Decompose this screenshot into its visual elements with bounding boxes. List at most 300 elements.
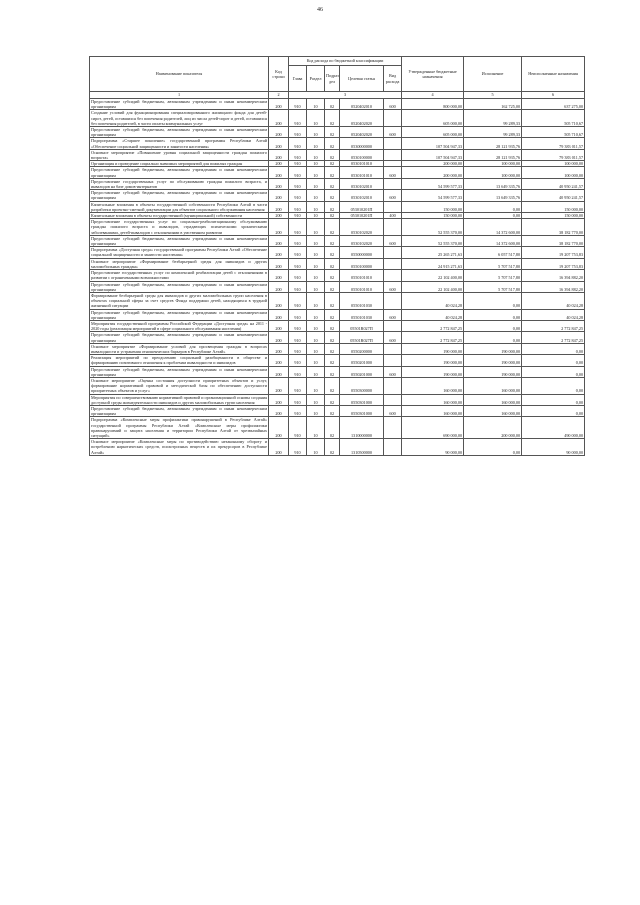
row-target-cell: 053010201П — [340, 213, 384, 219]
row-approved-cell: 150 000,00 — [402, 201, 464, 212]
table-row — [90, 439, 585, 456]
row-executed-cell: 0,00 — [464, 213, 522, 219]
header-unexecuted: Неисполненные назначения — [522, 57, 585, 92]
row-type-cell — [384, 355, 402, 366]
row-executed-cell: 28 121 935,76 — [464, 138, 522, 149]
header-target-item: Целевая статья — [340, 66, 384, 92]
row-subsection-cell: 02 — [325, 309, 340, 320]
row-target-cell: 0550101010 — [340, 270, 384, 281]
row-chapter-cell: 910 — [289, 292, 307, 309]
row-executed-cell: 0,00 — [464, 309, 522, 320]
row-target-cell: 0550100000 — [340, 258, 384, 269]
row-target-cell: 0530100000 — [340, 149, 384, 160]
row-approved-cell: 22 102 400,00 — [402, 270, 464, 281]
row-executed-cell: 28 121 935,76 — [464, 149, 522, 160]
row-chapter-cell: 910 — [289, 167, 307, 178]
row-chapter-cell: 910 — [289, 213, 307, 219]
header-executed: Исполнение — [464, 57, 522, 92]
row-subsection-cell: 02 — [325, 110, 340, 127]
row-type-cell — [384, 270, 402, 281]
row-code-cell: 200 — [269, 417, 289, 439]
row-subsection-cell: 02 — [325, 417, 340, 439]
row-approved-cell: 24 915 271,63 — [402, 258, 464, 269]
row-target-cell: 0550301000 — [340, 394, 384, 405]
row-type-cell — [384, 149, 402, 160]
row-type-cell — [384, 377, 402, 394]
row-name-cell: Основное мероприятие «Повышение уровня социальной защищенности граждан пожилого возраста» — [91, 149, 267, 161]
row-section-cell: 10 — [307, 355, 325, 366]
table-row — [90, 99, 585, 110]
row-chapter-cell: 910 — [289, 405, 307, 416]
row-name-cell: Предоставление государственных услуг по социально-реабилитационному обслуживанию граждан пожилого возраста и инвалидов, страдающих психическими хроническими заболеваниями, детей-инвалидов с отклонениями в умственном развитии — [91, 219, 267, 235]
row-executed-cell: 13 649 335,76 — [464, 190, 522, 201]
row-target-cell: 0520402020 — [340, 110, 384, 127]
table-row — [90, 394, 585, 405]
row-approved-cell: 2 772 847,25 — [402, 320, 464, 331]
row-subsection-cell: 02 — [325, 235, 340, 246]
row-chapter-cell: 910 — [289, 127, 307, 138]
row-target-cell: 0550201000 — [340, 366, 384, 377]
row-approved-cell: 190 000,00 — [402, 366, 464, 377]
row-target-cell: 0530101010 — [340, 167, 384, 178]
row-unexecuted-cell: 79 383 011,57 — [522, 138, 585, 149]
row-chapter-cell: 910 — [289, 439, 307, 456]
row-executed-cell: 6 057 517,80 — [464, 247, 522, 258]
row-code-cell: 200 — [269, 201, 289, 212]
table-row — [90, 149, 585, 160]
row-type-cell: 600 — [384, 405, 402, 416]
table-row — [90, 343, 585, 354]
row-target-cell: 0530102010 — [340, 190, 384, 201]
table-body — [90, 99, 585, 456]
row-name-cell: Основное мероприятие «Комплексные меры по противодействию незаконному обороту и потреблению наркотических средств, психотропных веществ и их прекурсоров в Республике Алтай» — [91, 439, 267, 455]
row-subsection-cell: 02 — [325, 320, 340, 331]
row-section-cell: 10 — [307, 343, 325, 354]
row-name-cell: Подпрограмма «Комплексные меры профилактики правонарушений в Республике Алтай» государственной программы Республики Алтай «Комплексные меры профилактики правонарушений и защита населения и территории Республики Алтай от чрезвычайных ситуаций» — [91, 417, 267, 438]
page-number: 46 — [317, 7, 323, 13]
row-code-cell: 200 — [269, 405, 289, 416]
table-row — [90, 178, 585, 189]
row-name-cell: Формирование безбарьерной среды для инвалидов и других маломобильных групп населения в объектах социальной сферы за счет средств Фонда поддержки детей, находящихся в трудной жизненной ситуации — [91, 292, 267, 309]
row-executed-cell: 13 649 335,76 — [464, 178, 522, 189]
row-unexecuted-cell: 40 024,28 — [522, 292, 585, 309]
row-name-cell: Предоставление государственных услуг по обслуживанию граждан пожилого возраста, и инвалидов на базе домов-интернатов — [91, 178, 267, 190]
row-name-cell: Предоставление субсидий бюджетным, автономным учреждениям и иным некоммерческим организациям — [91, 332, 267, 343]
row-type-cell: 600 — [384, 281, 402, 292]
header-budget-code: Код расхода по бюджетной классификации — [289, 57, 402, 66]
table-row — [90, 281, 585, 292]
row-code-cell: 200 — [269, 320, 289, 331]
row-executed-cell: 200 000,00 — [464, 417, 522, 439]
row-type-cell: 600 — [384, 99, 402, 110]
row-name-cell: Реализация мероприятий по преодолению социальной разобщенности в обществе и формированию позитивного отношения к проблемам инвалидности и инвалидов — [91, 355, 267, 366]
row-chapter-cell: 910 — [289, 178, 307, 189]
row-name-cell: Организация и проведение социально значимых мероприятий для пожилых граждан — [90, 161, 269, 167]
table-row — [90, 110, 585, 127]
row-code-cell: 200 — [269, 110, 289, 127]
row-name-cell: Предоставление субсидий бюджетным, автономным учреждениям и иным некоммерческим организациям — [91, 366, 267, 377]
row-executed-cell: 99 289,33 — [464, 110, 522, 127]
row-target-cell: 0550200000 — [340, 343, 384, 354]
row-type-cell: 600 — [384, 190, 402, 201]
table-row — [90, 270, 585, 281]
table-row — [90, 320, 585, 331]
row-unexecuted-cell: 150 000,00 — [522, 201, 585, 212]
row-section-cell: 10 — [307, 247, 325, 258]
row-target-cell: 0550201000 — [340, 355, 384, 366]
table-row — [90, 235, 585, 246]
row-executed-cell: 190 000,00 — [464, 366, 522, 377]
row-subsection-cell: 02 — [325, 394, 340, 405]
row-chapter-cell: 910 — [289, 417, 307, 439]
row-approved-cell: 190 000,00 — [402, 355, 464, 366]
row-target-cell: 0520402010 — [340, 99, 384, 110]
row-approved-cell: 160 000,00 — [402, 377, 464, 394]
header-name: Наименование показателя — [90, 57, 269, 92]
row-section-cell: 10 — [307, 190, 325, 201]
index-cell: 1 — [90, 92, 269, 99]
row-section-cell: 10 — [307, 332, 325, 343]
row-target-cell: 1310500000 — [340, 439, 384, 456]
row-approved-cell: 800 000,00 — [402, 99, 464, 110]
row-executed-cell: 100 000,00 — [464, 167, 522, 178]
row-unexecuted-cell: 100 000,00 — [522, 167, 585, 178]
row-approved-cell: 2 772 847,25 — [402, 332, 464, 343]
row-section-cell: 10 — [307, 201, 325, 212]
row-subsection-cell: 02 — [325, 292, 340, 309]
row-target-cell: 0550301000 — [340, 405, 384, 416]
row-code-cell: 200 — [269, 366, 289, 377]
header-line-code: Код строки — [269, 57, 289, 92]
row-unexecuted-cell: 0,00 — [522, 355, 585, 366]
row-subsection-cell: 02 — [325, 405, 340, 416]
row-approved-cell: 160 000,00 — [402, 405, 464, 416]
table-row — [90, 167, 585, 178]
row-name-cell: Основное мероприятие «Формирование условий для просвещения граждан в вопросах инвалидности и устранения отношенческих барьеров в Республике Алтай» — [91, 343, 267, 354]
row-code-cell: 200 — [269, 190, 289, 201]
row-type-cell: 600 — [384, 366, 402, 377]
table-row — [90, 138, 585, 149]
row-type-cell: 600 — [384, 235, 402, 246]
row-chapter-cell: 910 — [289, 161, 307, 167]
table-row — [90, 292, 585, 309]
row-target-cell: 0530102020 — [340, 219, 384, 236]
row-section-cell: 10 — [307, 178, 325, 189]
row-executed-cell: 190 000,00 — [464, 355, 522, 366]
index-cell: 2 — [269, 92, 289, 99]
row-code-cell: 200 — [269, 281, 289, 292]
row-name-cell: Подпрограмма «Старшее поколение» государственной программы Республики Алтай «Обеспечение социальной защищенности и занятости населения» — [91, 138, 267, 149]
row-subsection-cell: 02 — [325, 439, 340, 456]
row-type-cell — [384, 219, 402, 236]
row-unexecuted-cell: 490 000,00 — [522, 417, 585, 439]
row-approved-cell: 52 555 370,00 — [402, 219, 464, 236]
row-subsection-cell: 02 — [325, 190, 340, 201]
row-approved-cell: 190 000,00 — [402, 343, 464, 354]
row-code-cell: 200 — [269, 355, 289, 366]
row-executed-cell: 5 707 517,80 — [464, 281, 522, 292]
row-code-cell: 200 — [269, 439, 289, 456]
row-chapter-cell: 910 — [289, 201, 307, 212]
row-name-cell: Предоставление субсидий бюджетным, автономным учреждениям и иным некоммерческим организациям — [91, 235, 267, 247]
row-section-cell: 10 — [307, 292, 325, 309]
header-expense-type: Вид расхода — [384, 66, 402, 92]
row-chapter-cell: 910 — [289, 149, 307, 160]
row-chapter-cell: 910 — [289, 235, 307, 246]
row-code-cell: 200 — [269, 219, 289, 236]
row-chapter-cell: 910 — [289, 258, 307, 269]
row-section-cell: 10 — [307, 99, 325, 110]
table-row — [90, 417, 585, 439]
table-row — [90, 377, 585, 394]
row-unexecuted-cell: 38 182 770,00 — [522, 235, 585, 246]
row-type-cell — [384, 201, 402, 212]
row-type-cell: 600 — [384, 332, 402, 343]
row-chapter-cell: 910 — [289, 99, 307, 110]
row-approved-cell: 54 599 577,33 — [402, 178, 464, 189]
row-section-cell: 10 — [307, 127, 325, 138]
row-chapter-cell: 910 — [289, 366, 307, 377]
table-row — [90, 201, 585, 212]
row-name-cell: Предоставление государственных услуг по комплексной реабилитации детей с отклонениями в развитии с ограниченными возможностями — [91, 270, 267, 281]
table-row — [90, 127, 585, 138]
row-unexecuted-cell: 0,00 — [522, 394, 585, 405]
row-name-cell: Предоставление субсидий бюджетным, автономным учреждениям и иным некоммерческим организациям — [91, 167, 267, 178]
row-type-cell: 600 — [384, 309, 402, 320]
row-unexecuted-cell: 19 207 753,83 — [522, 247, 585, 258]
row-section-cell: 10 — [307, 161, 325, 167]
row-section-cell: 10 — [307, 167, 325, 178]
row-chapter-cell: 910 — [289, 320, 307, 331]
row-subsection-cell: 02 — [325, 258, 340, 269]
row-unexecuted-cell: 505 710,67 — [522, 110, 585, 127]
row-chapter-cell: 910 — [289, 343, 307, 354]
row-code-cell: 200 — [269, 235, 289, 246]
row-name-cell: Капитальные вложения в объекты государственной (муниципальной) собственности — [90, 213, 269, 219]
row-target-cell: 0550300000 — [340, 377, 384, 394]
row-type-cell: 400 — [384, 213, 402, 219]
row-code-cell: 200 — [269, 127, 289, 138]
row-subsection-cell: 02 — [325, 377, 340, 394]
table-row — [90, 258, 585, 269]
row-code-cell: 200 — [269, 309, 289, 320]
row-code-cell: 200 — [269, 138, 289, 149]
table-row — [90, 355, 585, 366]
table-row — [90, 366, 585, 377]
row-code-cell: 200 — [269, 99, 289, 110]
row-section-cell: 10 — [307, 138, 325, 149]
row-executed-cell: 14 372 600,00 — [464, 219, 522, 236]
row-executed-cell: 5 707 517,80 — [464, 258, 522, 269]
index-cell: 4 — [402, 92, 464, 99]
row-name-cell: Предоставление субсидий бюджетным, автономным учреждениям и иным некоммерческим организациям — [91, 190, 267, 201]
row-executed-cell: 190 000,00 — [464, 343, 522, 354]
row-subsection-cell: 02 — [325, 366, 340, 377]
row-name-cell: Предоставление субсидий бюджетным, автономным учреждениям и иным некоммерческим организациям — [91, 99, 267, 110]
row-unexecuted-cell: 40 950 241,57 — [522, 190, 585, 201]
row-target-cell: 0550101030 — [340, 309, 384, 320]
row-unexecuted-cell: 150 000,00 — [522, 213, 585, 219]
row-name-cell: Предоставление субсидий бюджетным, автономным учреждениям и иным некоммерческим организациям — [91, 281, 267, 292]
row-executed-cell: 100 000,00 — [464, 161, 522, 167]
row-section-cell: 10 — [307, 219, 325, 236]
row-executed-cell: 0,00 — [464, 292, 522, 309]
row-executed-cell: 0,00 — [464, 439, 522, 456]
row-section-cell: 10 — [307, 309, 325, 320]
row-section-cell: 10 — [307, 213, 325, 219]
row-target-cell: 0530101010 — [340, 161, 384, 167]
row-section-cell: 10 — [307, 366, 325, 377]
row-code-cell: 200 — [269, 247, 289, 258]
row-unexecuted-cell: 40 024,28 — [522, 309, 585, 320]
row-type-cell — [384, 394, 402, 405]
row-executed-cell: 160 000,00 — [464, 377, 522, 394]
row-code-cell: 200 — [269, 377, 289, 394]
row-section-cell: 10 — [307, 149, 325, 160]
row-executed-cell: 0,00 — [464, 201, 522, 212]
row-executed-cell: 5 707 517,80 — [464, 270, 522, 281]
index-cell: 5 — [464, 92, 522, 99]
table-row — [90, 219, 585, 236]
header-chapter: Глава — [289, 66, 307, 92]
row-subsection-cell: 02 — [325, 213, 340, 219]
row-type-cell — [384, 292, 402, 309]
row-subsection-cell: 02 — [325, 270, 340, 281]
row-target-cell: 1310000000 — [340, 417, 384, 439]
row-executed-cell: 160 000,00 — [464, 405, 522, 416]
row-approved-cell: 40 024,28 — [402, 309, 464, 320]
row-unexecuted-cell: 0,00 — [522, 366, 585, 377]
row-code-cell: 200 — [269, 270, 289, 281]
row-target-cell: 0530102020 — [340, 235, 384, 246]
row-target-cell: 053010201П — [340, 201, 384, 212]
row-chapter-cell: 910 — [289, 394, 307, 405]
row-approved-cell: 25 265 271,63 — [402, 247, 464, 258]
row-unexecuted-cell: 79 383 011,57 — [522, 149, 585, 160]
row-type-cell — [384, 178, 402, 189]
row-section-cell: 10 — [307, 417, 325, 439]
row-type-cell — [384, 417, 402, 439]
row-executed-cell: 0,00 — [464, 320, 522, 331]
row-chapter-cell: 910 — [289, 247, 307, 258]
header-approved: Утвержденные бюджетные назначения — [402, 57, 464, 92]
row-unexecuted-cell: 0,00 — [522, 343, 585, 354]
row-name-cell: Основное мероприятие «Оценка состояния доступности приоритетных объектов и услуг, формирование нормативной правовой и методической базы по обеспечению доступности приоритетных объектов и услуг» — [91, 377, 267, 394]
row-type-cell — [384, 247, 402, 258]
header-subsection: Подраз дел — [325, 66, 340, 92]
row-type-cell — [384, 110, 402, 127]
row-section-cell: 10 — [307, 110, 325, 127]
row-unexecuted-cell: 19 207 753,83 — [522, 258, 585, 269]
row-subsection-cell: 02 — [325, 201, 340, 212]
row-approved-cell: 605 000,00 — [402, 110, 464, 127]
row-executed-cell: 14 372 600,00 — [464, 235, 522, 246]
row-executed-cell: 0,00 — [464, 332, 522, 343]
row-unexecuted-cell: 0,00 — [522, 377, 585, 394]
row-name-cell: Капитальные вложения в объекты государственной собственности Республики Алтай в части разработки проектно-сметной документации для объектов социального обслуживания населения — [91, 201, 267, 212]
row-unexecuted-cell: 2 772 847,25 — [522, 332, 585, 343]
row-chapter-cell: 910 — [289, 138, 307, 149]
row-unexecuted-cell: 637 275,00 — [522, 99, 585, 110]
column-index-row — [90, 92, 585, 99]
row-approved-cell: 22 102 400,00 — [402, 281, 464, 292]
row-unexecuted-cell: 90 000,00 — [522, 439, 585, 456]
row-section-cell: 10 — [307, 235, 325, 246]
row-target-cell: 0550101030 — [340, 292, 384, 309]
row-subsection-cell: 02 — [325, 178, 340, 189]
row-approved-cell: 90 000,00 — [402, 439, 464, 456]
row-unexecuted-cell: 38 182 770,00 — [522, 219, 585, 236]
row-section-cell: 10 — [307, 394, 325, 405]
row-approved-cell: 107 504 947,33 — [402, 149, 464, 160]
row-chapter-cell: 910 — [289, 355, 307, 366]
row-code-cell: 200 — [269, 258, 289, 269]
row-subsection-cell: 02 — [325, 355, 340, 366]
row-subsection-cell: 02 — [325, 161, 340, 167]
row-type-cell — [384, 439, 402, 456]
row-unexecuted-cell: 16 394 882,20 — [522, 270, 585, 281]
row-subsection-cell: 02 — [325, 138, 340, 149]
row-approved-cell: 200 000,00 — [402, 167, 464, 178]
row-name-cell: Предоставление субсидий бюджетным, автономным учреждениям и иным некоммерческим организациям — [91, 405, 267, 417]
row-unexecuted-cell: 100 000,00 — [522, 161, 585, 167]
row-chapter-cell: 910 — [289, 377, 307, 394]
row-name-cell: Предоставление субсидий бюджетным, автономным учреждениям и иным некоммерческим организациям — [91, 309, 267, 320]
row-section-cell: 10 — [307, 377, 325, 394]
row-chapter-cell: 910 — [289, 219, 307, 236]
row-type-cell — [384, 320, 402, 331]
row-code-cell: 200 — [269, 292, 289, 309]
row-subsection-cell: 02 — [325, 343, 340, 354]
row-code-cell: 200 — [269, 149, 289, 160]
row-approved-cell: 52 555 370,00 — [402, 235, 464, 246]
row-unexecuted-cell: 40 950 241,57 — [522, 178, 585, 189]
row-subsection-cell: 02 — [325, 281, 340, 292]
row-chapter-cell: 910 — [289, 332, 307, 343]
table-row — [90, 190, 585, 201]
row-code-cell: 200 — [269, 161, 289, 167]
row-name-cell: Подпрограмма «Доступная среда» государственной программы Республики Алтай «Обеспечение социальной защищенности и занятости населения» — [91, 247, 267, 258]
row-chapter-cell: 910 — [289, 270, 307, 281]
row-name-cell: Мероприятия государственной программы Российской Федерации «Доступная среда» на 2011 - 2020 годы (реализация мероприятий в сфере социального обслуживания населения) — [91, 320, 267, 332]
row-section-cell: 10 — [307, 405, 325, 416]
row-subsection-cell: 02 — [325, 332, 340, 343]
row-subsection-cell: 02 — [325, 149, 340, 160]
row-name-cell: Создание условий для функционирования специализированного жилищного фонда для детей-сирот, детей, оставшихся без попечения родителей, лиц из числа детей-сирот и детей, оставшихся без попечения родителей, в части оплаты коммунальных услуг — [91, 110, 267, 126]
row-chapter-cell: 910 — [289, 110, 307, 127]
row-target-cell: 0550000000 — [340, 247, 384, 258]
row-subsection-cell: 02 — [325, 99, 340, 110]
row-chapter-cell: 910 — [289, 281, 307, 292]
row-code-cell: 200 — [269, 213, 289, 219]
index-cell: 3 — [289, 92, 402, 99]
row-subsection-cell: 02 — [325, 167, 340, 178]
row-name-cell: Предоставление субсидий бюджетным, автономным учреждениям и иным некоммерческим организациям — [91, 127, 267, 138]
row-approved-cell: 40 024,28 — [402, 292, 464, 309]
row-subsection-cell: 02 — [325, 127, 340, 138]
row-code-cell: 200 — [269, 332, 289, 343]
row-unexecuted-cell: 16 394 882,20 — [522, 281, 585, 292]
table-row — [90, 405, 585, 416]
row-unexecuted-cell: 505 710,67 — [522, 127, 585, 138]
row-type-cell: 600 — [384, 167, 402, 178]
row-unexecuted-cell: 0,00 — [522, 405, 585, 416]
row-type-cell: 600 — [384, 127, 402, 138]
row-approved-cell: 690 000,00 — [402, 417, 464, 439]
table-row — [90, 332, 585, 343]
row-unexecuted-cell: 2 772 847,25 — [522, 320, 585, 331]
row-approved-cell: 200 000,00 — [402, 161, 464, 167]
